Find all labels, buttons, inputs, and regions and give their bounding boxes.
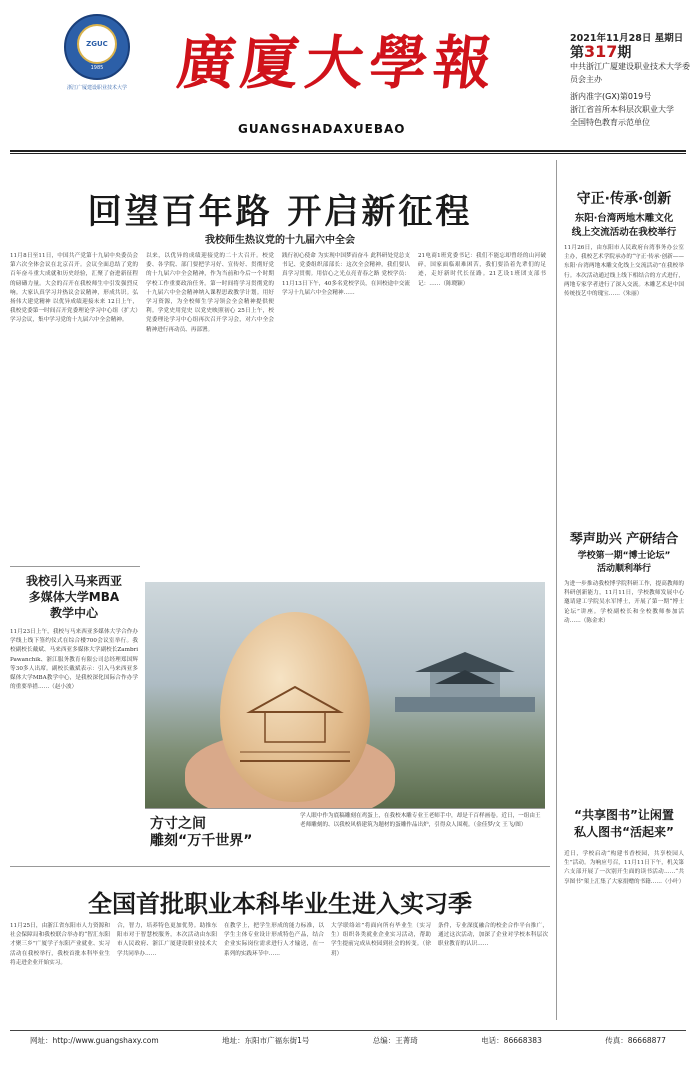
column-divider [556,160,557,1020]
logo-emblem [77,24,117,64]
university-logo [64,14,130,80]
lead2-column-2: 合，智力，培养特色更加优势。助推东阳市对于智慧校服务，本次活动由东阳市人民政府、浙江广厦建设职业技术大学共同举办…… [117,923,217,957]
photo-title-1: 方寸之间 [150,816,206,832]
feature-photo [145,582,545,808]
footer-editor: 总编：王菁琦 [372,1036,418,1045]
lead-column-2: 以来，以优异的成绩迎接党的二十大召开。校党委、各学院、部门要把学习好、宣传好、贯彻好党的十九届六中全会精神，作为当前和今后一个时期学校工作重要政治任务。第一时间将学习贯彻党的十九届六中全会精神纳入课程思政教学计划。用好学习资源，为全校师生学习领会全会精神提供便利。学党史用党史 以党史映照初心 25日上午，校党委理论学习中心组再次召开学习会，对六中全会精神进行再动员、再部署。 [146,253,274,333]
lead2-column-3: 在教学上，把学生形成的能力标准，以学生主体专业设计形成特色产品，结合企业实际岗位需求进行人才输送，在一系列的实践环节中…… [224,923,324,957]
lead2-headline: 全国首批职业本科毕业生进入实习季 [88,890,472,918]
publisher: 中共浙江广厦建设职业技术大学委员会主办 [570,62,690,84]
lead-column-1: 11月8日至11日，中国共产党第十九届中央委员会第六次全体会议在北京召开。会议全面总结了党的百年奋斗重大成就和历史经验，汇聚了奋进新征程的磅礴力量。大会的召开在我校师生中引发强烈反响。大家认真学习并热议会议精神，形成共识。弘扬伟大建党精神 以优异成绩迎接未来 12日上午，我校党委第一时间召开党委理论学习中心组（扩大）学习会议，集中学习党的十九届六中全会精神。 [10,253,138,324]
right-top-body: 11月26日，由东阳市人民政府台湾事务办公室主办，我校艺术学院承办的“守正·传承·创新——东阳·台湾两地木雕文化线上交流活动”在我校举行。本次活动通过线上线下相结合的方式进行，两地专家学者进行了深入交流。木雕艺术是中国传统技艺中的瑰宝……（朱丽） [564,245,684,298]
footer-fax: 传真：86668877 [605,1036,666,1045]
issue-number [570,42,690,61]
issue-prefix: 第 [570,45,584,61]
lead-column-4: 21电商1班党委书记：我们不能忘却曾经的山河破碎，国家面临艰难困苦，我们要沿着先辈们的足迹，走好新时代长征路。21艺设1班团支部书记：……（陈晓颖） [418,253,546,287]
right-bottom-title-2: 私人图书“活起来” [574,825,674,839]
logo-year: 1985 [90,64,104,71]
header-rule [10,150,686,152]
carved-egg [220,612,370,802]
left-mid-title-2: 多媒体大学MBA [28,590,120,604]
newspaper-subtitle: GUANGSHADAXUEBAO [238,122,406,136]
issue-suffix: 期 [617,45,632,61]
left-mid-title-3: 教学中心 [49,606,98,620]
issue-meta [570,32,690,129]
right-mid-body: 为进一步推动我校博学院科研工作，提高教师的科研创新能力，11月11日，学校教师发展中心邀请建工学院吴水军博士，开展了第一期“博士论坛”讲座。学校副校长和全校教师参加活动……（陈金来） [564,581,684,624]
newspaper-title: 廣廈大學報 [173,29,502,97]
logo-abbr: ZGUC [86,39,108,48]
photo-caption-title [150,816,290,850]
registration: 浙内准字(GX)第019号 [570,92,652,101]
honor-2: 全国特色教育示范单位 [570,118,650,127]
issue-num: 317 [584,42,618,61]
photo-title-2: 雕刻“万千世界” [150,833,253,849]
right-top-subtitle-1: 东阳·台湾两地木雕文化 [574,213,674,224]
lead2-rule [10,866,550,867]
right-bottom-title: “共享图书”让闲置 [574,808,674,822]
right-bottom-body: 近日，学校启动“构建书香校园，共享校园人生”活动。为响应号召，11月11日下午，机关第六支部开展了一次别开生面的读书活动……“共享图书”架上汇集了大家捐赠的书籍……（小叶） [564,851,684,885]
footer-address: 地址：东阳市广福东街1号 [222,1036,310,1045]
egg-carving [240,672,350,762]
photo-caption-text: 学人眼中作为底稿雕刻在鸡蛋上，在我校木雕专业王老师手中，却是千百样画卷。近日，一组由王老师雕刻的、以我校风格建筑为题材的蛋雕作品出炉，引得众人围观。（金佳梦/文 王飞/图） [300,813,541,828]
left-mid-body: 11月23日上午，我校与马来西亚多媒体大学合作办学线上线下签约仪式在综合楼700会议室举行。我校副校长戴斌、马来西亚多媒体大学副校长Zambri Pawanchik、浙江服务教育有限公司总经理郑国辉等30多人出席。副校长戴斌表示：引入马来西亚多媒体大学MBA教学中心，是我校深化国际合作办学的重要举措……（赵小波） [10,629,138,691]
pavilion-illustration [395,642,535,712]
left-mid-title-1: 我校引入马来西亚 [25,574,122,588]
footer-site[interactable]: 网址：http://www.guangshaxy.com [30,1036,159,1045]
honor-1: 浙江省首所本科层次职业大学 [570,105,674,114]
right-top-subtitle-2: 线上交流活动在我校举行 [571,227,677,238]
right-top-title: 守正·传承·创新 [576,191,672,207]
lead2-column-5: 条件，专业深度融合的校企合作平台推广，通过这次活动，加深了企业对学校本科层次职业教育的认识…… [438,923,548,948]
footer-phone: 电话：86668383 [481,1036,542,1045]
lead-column-3: 践行初心使命 为实现中国梦而奋斗 此科研处党总支书记、党委组织部部长：这次全会精神，我们要认真学习贯彻。用信心之光点亮青春之路 党校学员：11月13日下午，40多名党校学员，在回校途中交流学习十九届六中全会精神…… [282,253,410,296]
header-rule-thin [10,153,686,154]
lead-subheadline: 我校师生热议党的十九届六中全会 [205,235,355,246]
left-mid-rule [10,566,140,567]
right-mid-subtitle-2: 活动顺利举行 [596,564,651,574]
right-mid-title: 琴声助兴 产研结合 [569,532,679,547]
right-mid-subtitle-1: 学校第一期“博士论坛” [577,551,671,561]
lead2-column-1: 11月25日，由浙江省东阳市人力资源和社会保障局和我校联合举办的“智汇东阳 才聚三乡”广厦学子东阳产业就业、实习活动在我校举行，我校首批本科毕业生将走进企业开始实习。 [10,923,110,966]
lead-headline: 回望百年路 开启新征程 [87,192,473,232]
lead2-column-4: 大学联络站”将面向所有毕业生（实习生）组织各类就业企业实习活动，帮助学生提前完成从校园到社会的转变。（徐玥） [331,923,431,957]
footer [10,1030,686,1046]
logo-text: 浙江广厦建设职业技术大学 [66,85,127,91]
issue-date: 2021年11月28日 星期日 [570,33,684,44]
